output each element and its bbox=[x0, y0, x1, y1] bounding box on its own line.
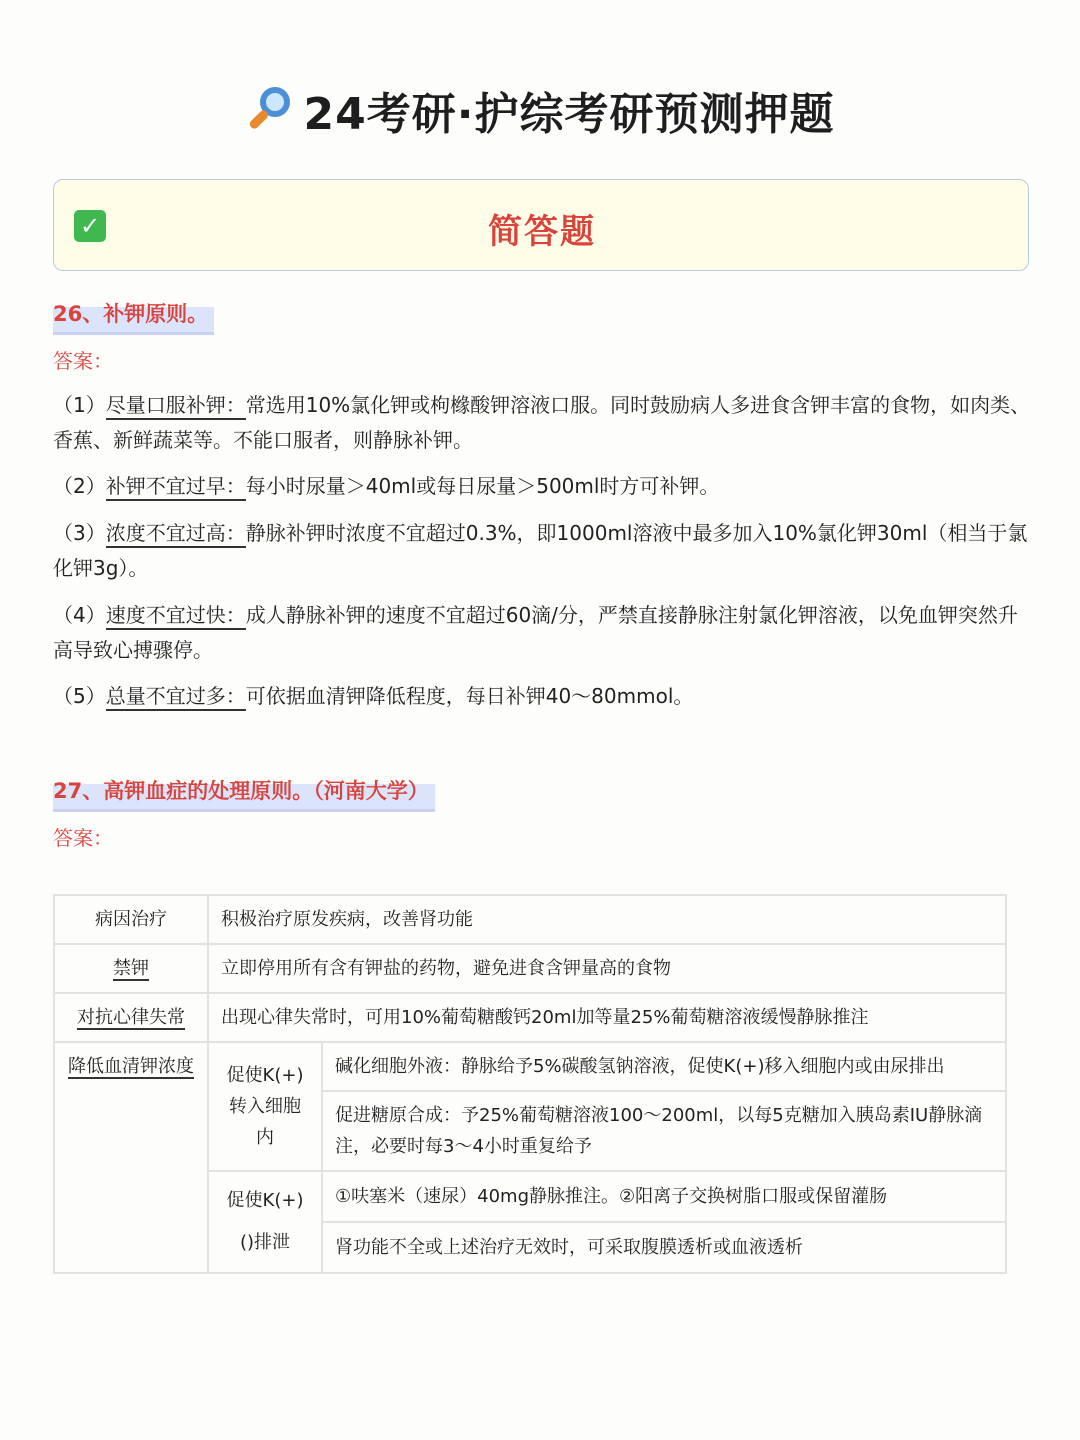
item-text: 成人静脉补钾的速度不宜超过60滴/分，严禁直接静脉注射氯化钾溶液，以免血钾突然升高导致心搏骤停。 bbox=[53, 603, 1018, 662]
item-number: （3） bbox=[53, 521, 106, 545]
row-head: 禁钾 bbox=[54, 944, 208, 993]
row-head: 病因治疗 bbox=[54, 895, 208, 944]
page-title bbox=[0, 78, 1080, 142]
question-27-title: 27、高钾血症的处理原则。（河南大学） bbox=[53, 773, 435, 812]
section-banner bbox=[53, 179, 1029, 271]
table-row bbox=[54, 944, 1006, 993]
item-key: 总量不宜过多： bbox=[106, 684, 246, 711]
sub-head: 促使K(+)()排泄 bbox=[208, 1171, 322, 1273]
row-body: 积极治疗原发疾病，改善肾功能 bbox=[208, 895, 1006, 944]
table-row bbox=[54, 993, 1006, 1042]
item-key: 补钾不宜过早： bbox=[106, 474, 246, 501]
q26-item-3 bbox=[53, 516, 1033, 586]
item-text: 静脉补钾时浓度不宜超过0.3%，即1000ml溶液中最多加入10%氯化钾30ml（相当于氯化钾3g）。 bbox=[53, 521, 1028, 580]
item-key: 尽量口服补钾： bbox=[106, 393, 246, 420]
row-head: 对抗心律失常 bbox=[54, 993, 208, 1042]
q26-item-5 bbox=[53, 679, 1033, 714]
item-text: 常选用10%氯化钾或枸橼酸钾溶液口服。同时鼓励病人多进食含钾丰富的食物，如肉类、香蕉、新鲜蔬菜等。不能口服者，则静脉补钾。 bbox=[53, 393, 1031, 452]
item-text: 可依据血清钾降低程度，每日补钾40～80mmol。 bbox=[245, 684, 694, 708]
item-number: （1） bbox=[53, 393, 106, 417]
row-body: 促进糖原合成：予25%葡萄糖溶液100～200ml，以每5克糖加入胰岛素IU静脉滴注，必要时每3～4小时重复给予 bbox=[322, 1091, 1006, 1171]
row-body: ①呋塞米（速尿）40mg静脉推注。②阳离子交换树脂口服或保留灌肠 bbox=[322, 1171, 1006, 1222]
q26-item-4 bbox=[53, 598, 1033, 668]
hyperkalemia-table bbox=[53, 894, 1007, 1274]
item-key: 速度不宜过快： bbox=[106, 603, 246, 630]
row-body: 出现心律失常时，可用10%葡萄糖酸钙20ml加等量25%葡萄糖溶液缓慢静脉推注 bbox=[208, 993, 1006, 1042]
item-number: （5） bbox=[53, 684, 106, 708]
row-head: 降低血清钾浓度 bbox=[54, 1042, 208, 1273]
page-title-text: 24考研·护综考研预测押题 bbox=[303, 89, 835, 140]
q26-item-2 bbox=[53, 469, 1033, 504]
item-number: （2） bbox=[53, 474, 106, 498]
answer-label-27: 答案： bbox=[53, 826, 113, 850]
answer-label-26: 答案： bbox=[53, 349, 113, 373]
row-body: 肾功能不全或上述治疗无效时，可采取腹膜透析或血液透析 bbox=[322, 1222, 1006, 1273]
q26-item-1 bbox=[53, 388, 1033, 458]
section-label: 简答题 bbox=[488, 212, 596, 252]
row-body: 立即停用所有含有钾盐的药物，避免进食含钾量高的食物 bbox=[208, 944, 1006, 993]
table-row bbox=[54, 895, 1006, 944]
item-number: （4） bbox=[53, 603, 106, 627]
magnifier-icon bbox=[246, 85, 298, 137]
item-text: 每小时尿量＞40ml或每日尿量＞500ml时方可补钾。 bbox=[245, 474, 720, 498]
checkmark-icon: ✓ bbox=[74, 210, 106, 242]
question-26-title: 26、补钾原则。 bbox=[53, 296, 214, 335]
item-key: 浓度不宜过高： bbox=[106, 521, 246, 548]
row-body: 碱化细胞外液：静脉给予5%碳酸氢钠溶液，促使K(+)移入细胞内或由尿排出 bbox=[322, 1042, 1006, 1091]
sub-head: 促使K(+)转入细胞内 bbox=[208, 1042, 322, 1171]
table-row bbox=[54, 1042, 1006, 1091]
